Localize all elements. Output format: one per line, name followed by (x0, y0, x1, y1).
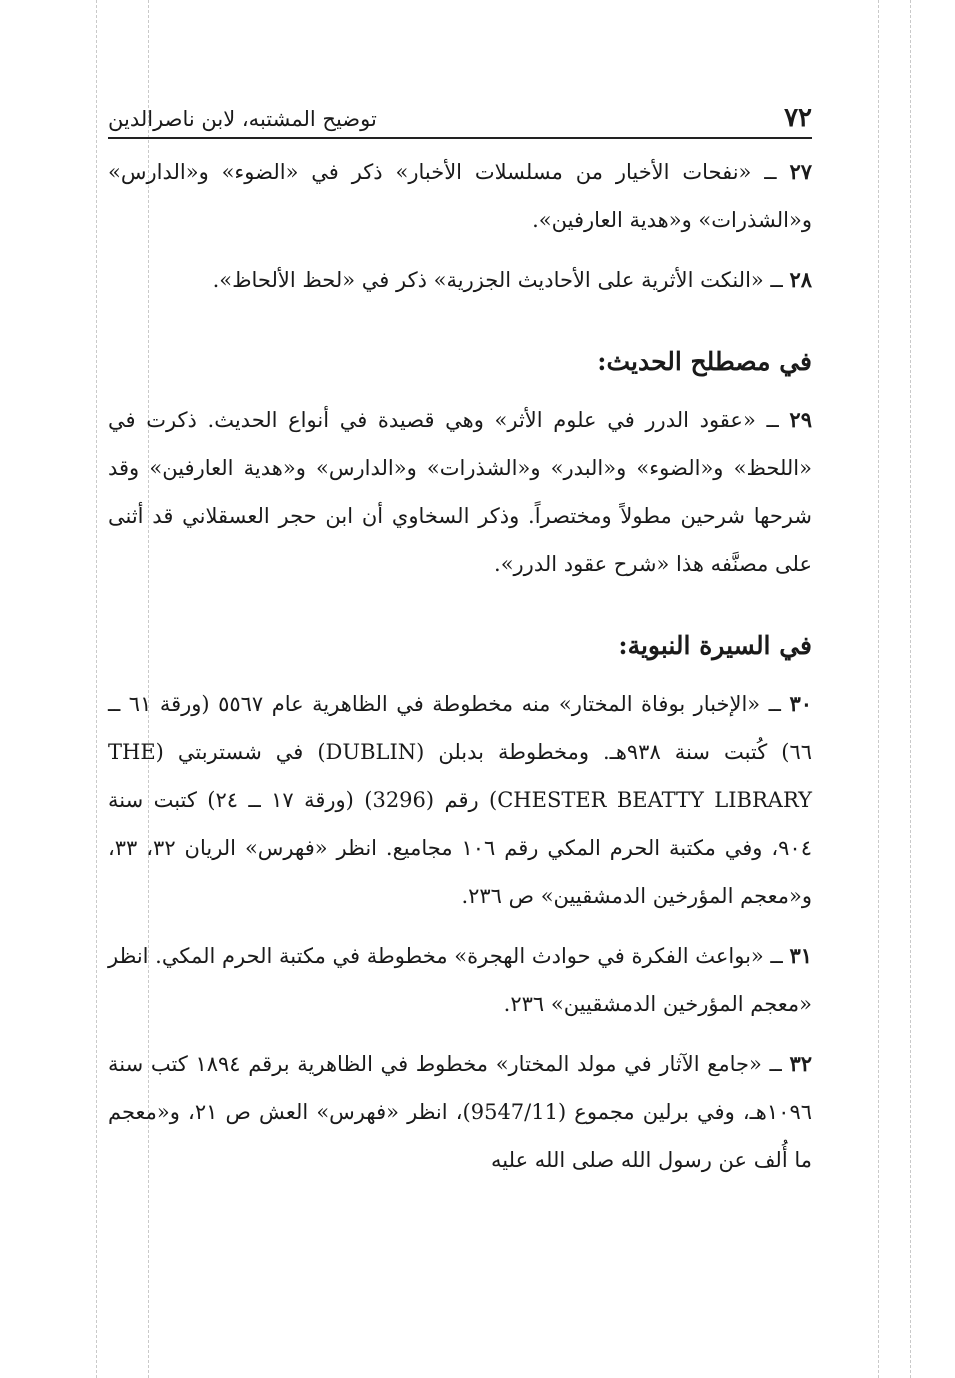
entry-text: ــ «عقود الدرر في علوم الأثر» وهي قصيدة في أنواع الحديث. ذكرت في «اللحظ» و«الضوء» و«البدر» و«الشذرات» و«الدارس» و«هدية العارفين» وقد شرحها شرحين مطولاً ومختصراً. وذكر السخاوي أن ابن حجر العسقلاني قد أثنى على مصنَّفه هذا «شرح عقود الدرر». (108, 408, 812, 576)
entry-text: ــ «بواعث الفكرة في حوادث الهجرة» مخطوطة في مكتبة الحرم المكي. انظر «معجم المؤرخين الدمشقيين» ٢٣٦. (108, 944, 812, 1016)
entry-number: ٣١ (789, 943, 812, 968)
entry-text: ــ «جامع الآثار في مولد المختار» مخطوط في الظاهرية برقم ١٨٩٤ كتب سنة ١٠٩٦هـ، وفي برلين مجموع (9547/11)، انظر «فهرس» العش ص ٢١، و«معجم ما أُلف عن رسول الله صلى الله عليه (108, 1052, 813, 1172)
section-heading-hadith-terminology: في مصطلح الحديث: (597, 347, 812, 376)
entry-number: ٢٩ (789, 407, 812, 432)
entry-27 (108, 148, 812, 244)
entry-28 (108, 256, 812, 304)
section-heading-prophetic-biography: في السيرة النبوية: (618, 631, 812, 660)
entry-number: ٢٨ (789, 267, 812, 292)
entry-number: ٢٧ (789, 159, 812, 184)
entry-text: ــ «الإخبار بوفاة المختار» منه مخطوطة في الظاهرية عام ٥٥٦٧ (ورقة ٦١ ــ ٦٦) كُتبت سنة ٩٣٨هـ. ومخطوطة بدبلن (DUBLIN) في شستربتي (THE CHESTER BEATTY LIBRARY) رقم (3296) (ورقة ١٧ ــ ٢٤) كتبت سنة ٩٠٤، وفي مكتبة الحرم المكي رقم ١٠٦ مجاميع. انظر «فهرس» الريان ٣٢، ٣٣، و«معجم المؤرخين الدمشقيين» ص ٢٣٦. (108, 692, 813, 908)
scan-guide-line (878, 0, 879, 1378)
entry-29 (108, 396, 812, 588)
scan-guide-line (910, 0, 911, 1378)
entry-text: ــ «النكت الأثرية على الأحاديث الجزرية» ذكر في «لحظ الألحاظ». (212, 268, 783, 292)
entry-32 (108, 1040, 812, 1184)
page-header (108, 95, 812, 139)
entry-number: ٣٢ (789, 1051, 812, 1076)
page-body (108, 148, 812, 1196)
running-title: توضيح المشتبه، لابن ناصرالدين (108, 107, 377, 131)
page-number: ٧٢ (784, 103, 812, 133)
scan-guide-line (96, 0, 97, 1378)
entry-number: ٣٠ (789, 691, 812, 716)
entry-text: ــ «نفحات الأخيار من مسلسلات الأخبار» ذكر في «الضوء» و«الدارس» و«الشذرات» و«هدية العارفين». (108, 160, 812, 232)
entry-30 (108, 680, 812, 920)
entry-31 (108, 932, 812, 1028)
